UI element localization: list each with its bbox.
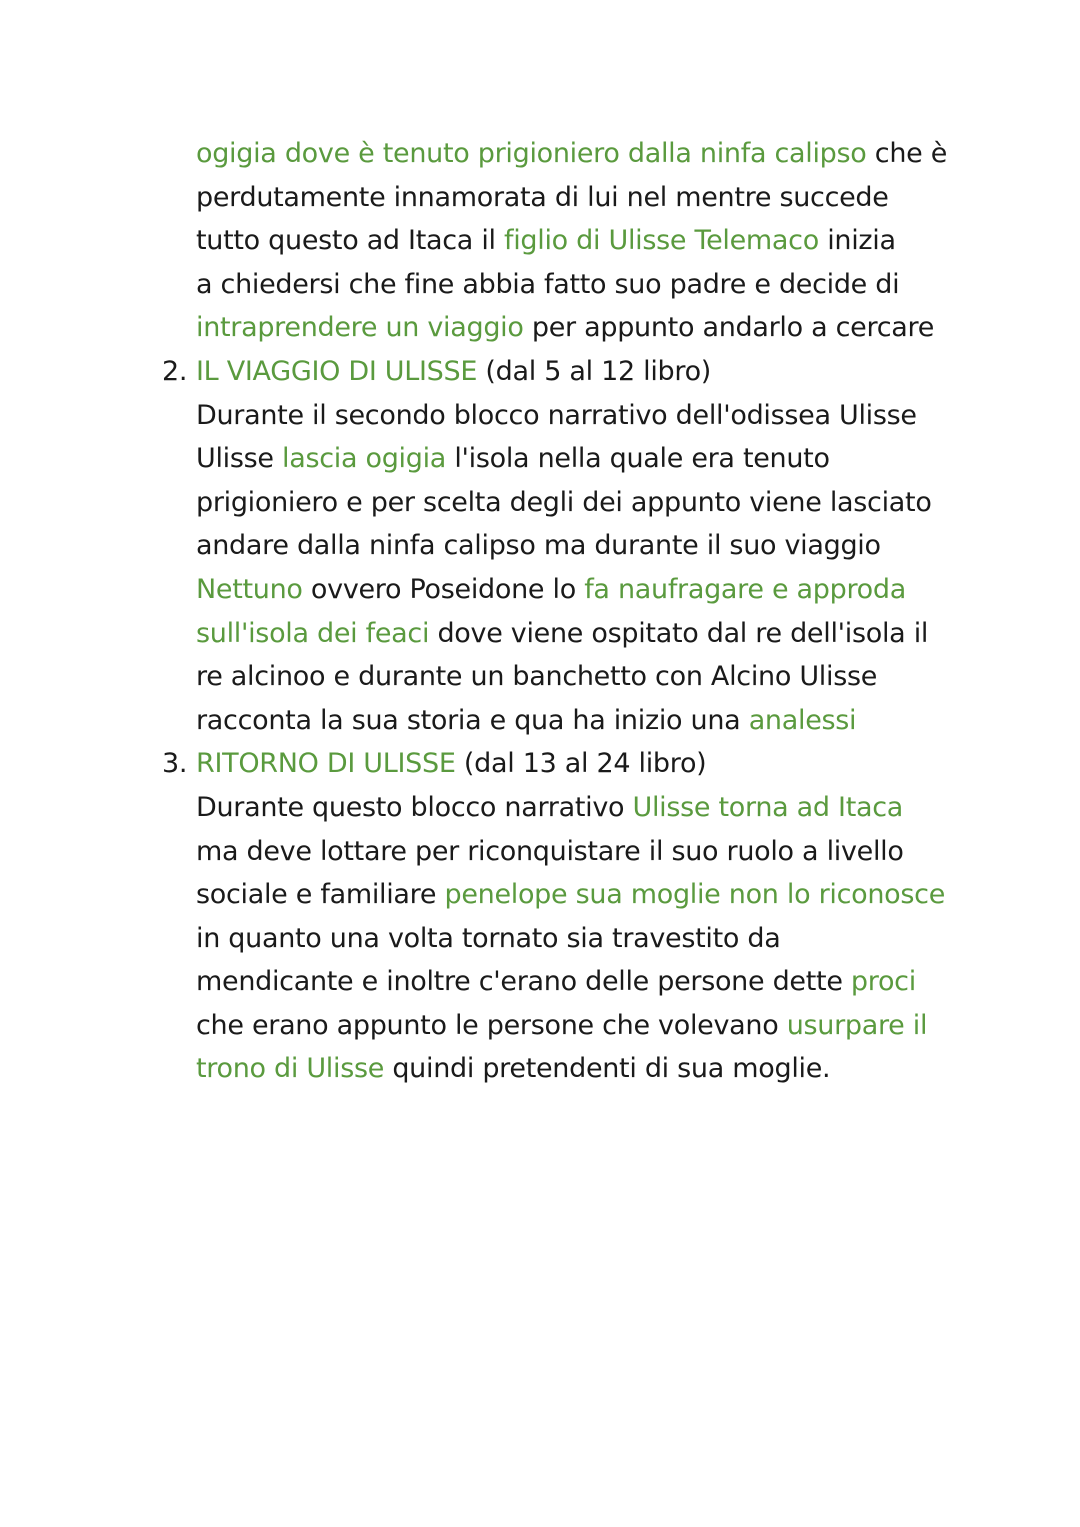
list-number: 3. (162, 748, 188, 780)
section-title: IL VIAGGIO DI ULISSE (196, 355, 478, 387)
text-line (196, 306, 986, 350)
text-line: prigioniero e per scelta degli dei appunto viene lasciato (196, 486, 932, 518)
text-line: ma deve lottare per riconquistare il suo ruolo a livello (196, 835, 904, 867)
text-fragment: che è (866, 138, 948, 169)
section-title: RITORNO DI ULISSE (196, 748, 456, 780)
text-fragment: mendicante e inoltre c'erano delle persone dette (196, 966, 851, 998)
highlighted-phrase: ogigia dove è tenuto prigioniero dalla ninfa calipso (196, 138, 867, 169)
text-line (196, 960, 986, 1004)
document-body (162, 132, 986, 1091)
section-heading-3 (162, 742, 986, 786)
text-fragment: dove viene ospitato dal re dell'isola il (429, 617, 929, 649)
text-fragment: inizia (818, 225, 896, 257)
text-line (196, 612, 986, 656)
text-line (196, 1004, 986, 1048)
text-line (196, 219, 986, 263)
text-fragment: tutto questo ad Itaca il (196, 225, 505, 257)
highlighted-phrase: penelope sua moglie non lo riconosce (444, 879, 946, 911)
section-range: (dal 5 al 12 libro) (477, 355, 712, 387)
text-line (196, 786, 986, 830)
section-heading-2 (162, 350, 986, 394)
text-line: a chiedersi che fine abbia fatto suo padre e decide di (196, 268, 900, 300)
text-line: Durante il secondo blocco narrativo dell'odissea Ulisse (196, 399, 917, 431)
highlighted-phrase: sull'isola dei feaci (196, 617, 430, 649)
text-line (196, 132, 986, 176)
text-line (196, 873, 986, 917)
highlighted-phrase: Nettuno (196, 573, 303, 605)
list-number: 2. (162, 355, 188, 387)
highlighted-phrase: trono di Ulisse (196, 1053, 385, 1085)
text-fragment: sociale e familiare (196, 879, 445, 911)
text-fragment: per appunto andarlo a cercare (523, 312, 935, 344)
text-line (196, 1047, 986, 1091)
text-fragment: l'isola nella quale era tenuto (446, 443, 830, 475)
highlighted-phrase: lascia ogigia (282, 443, 447, 475)
text-line: in quanto una volta tornato sia travestito da (196, 922, 781, 954)
text-fragment: Ulisse (196, 443, 282, 475)
section-range: (dal 13 al 24 libro) (455, 748, 707, 780)
text-line (196, 699, 986, 743)
text-line (196, 437, 986, 481)
highlighted-phrase: proci (850, 966, 916, 998)
text-line: re alcinoo e durante un banchetto con Alcino Ulisse (196, 661, 878, 693)
text-line: perdutamente innamorata di lui nel mentre succede (196, 181, 889, 213)
highlighted-phrase: usurpare il (786, 1009, 928, 1041)
highlighted-phrase: Ulisse torna ad Itaca (632, 791, 904, 823)
highlighted-phrase: analessi (748, 704, 857, 736)
text-fragment: ovvero Poseidone lo (302, 573, 585, 605)
text-fragment: quindi pretendenti di sua moglie. (384, 1053, 831, 1085)
text-fragment: che erano appunto le persone che volevano (196, 1009, 787, 1041)
text-fragment: racconta la sua storia e qua ha inizio una (196, 704, 749, 736)
highlighted-phrase: figlio di Ulisse Telemaco (504, 225, 819, 257)
text-line (196, 568, 986, 612)
text-fragment: Durante questo blocco narrativo (196, 791, 633, 823)
text-line: andare dalla ninfa calipso ma durante il suo viaggio (196, 530, 881, 562)
highlighted-phrase: intraprendere un viaggio (196, 312, 524, 344)
highlighted-phrase: fa naufragare e approda (584, 573, 906, 605)
